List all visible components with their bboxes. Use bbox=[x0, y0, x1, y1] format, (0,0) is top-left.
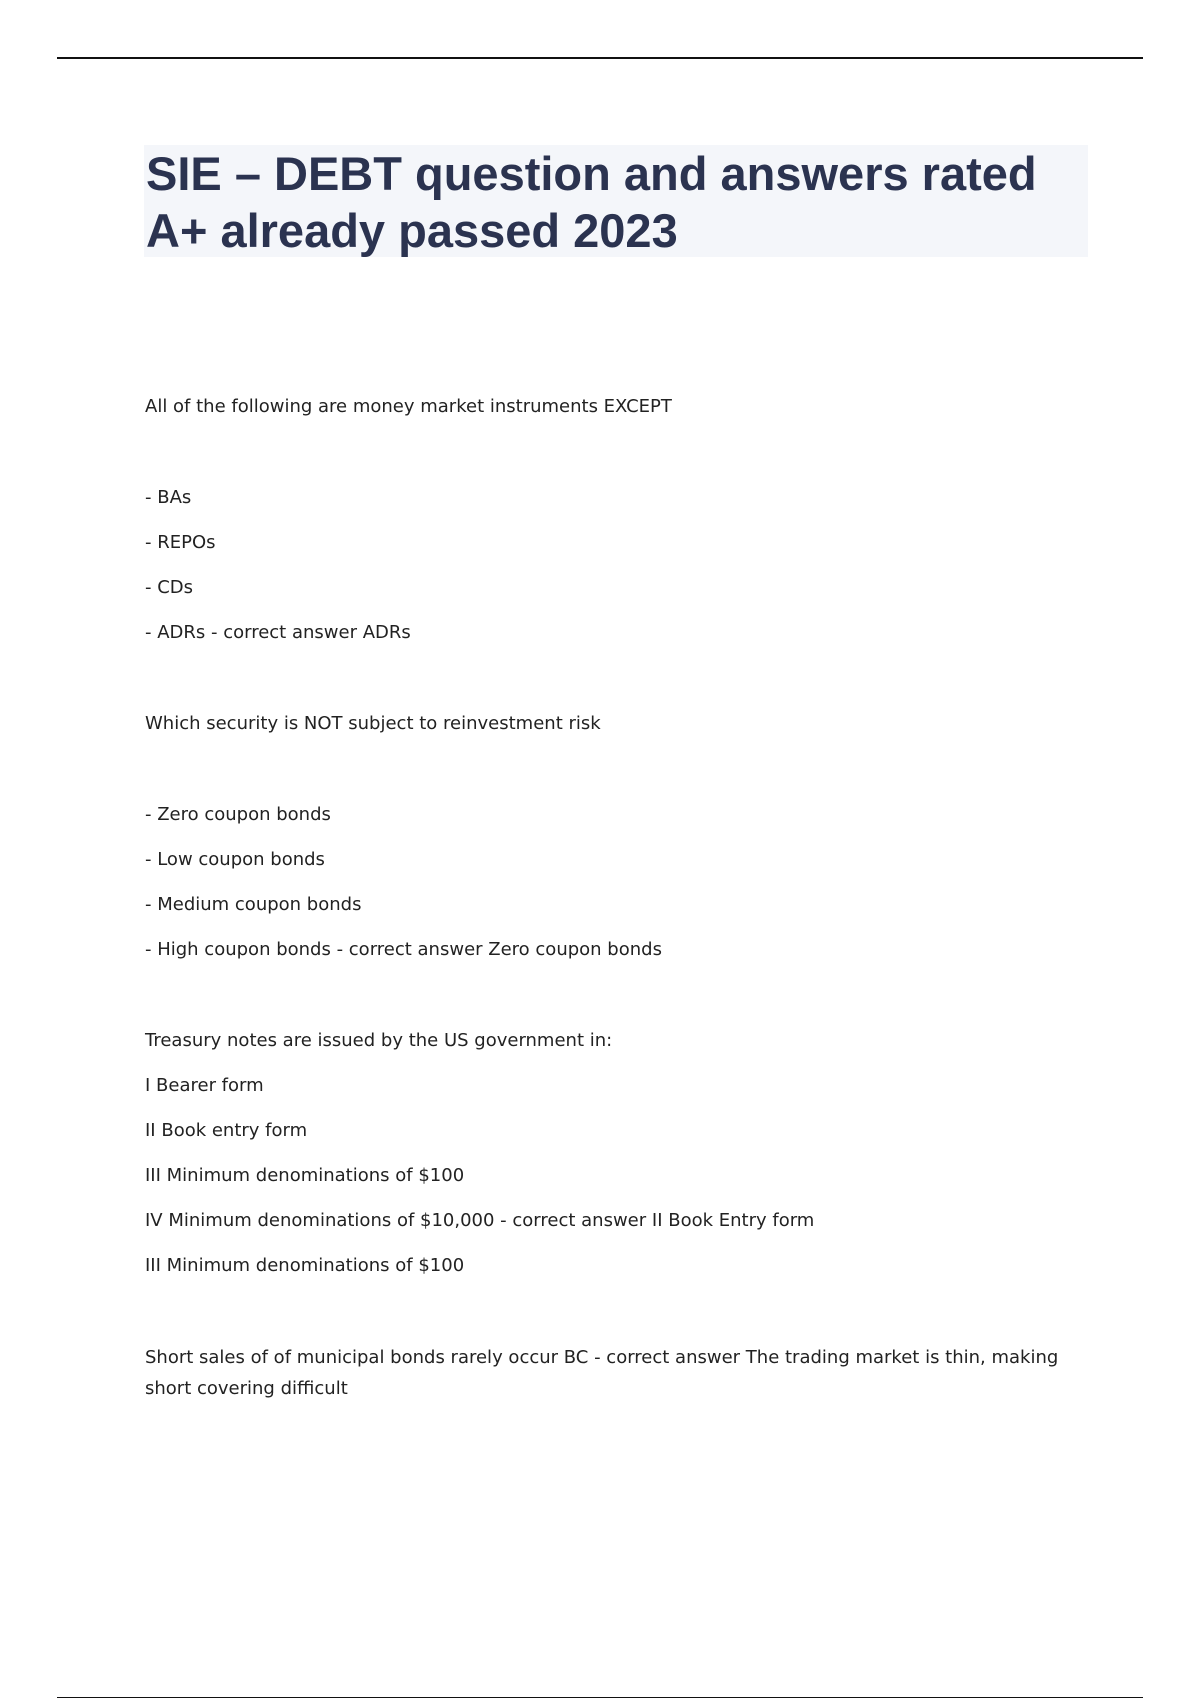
answer-option: - BAs bbox=[145, 487, 192, 508]
answer-option: - High coupon bonds - correct answer Zero coupon bonds bbox=[145, 939, 662, 960]
question-prompt: Treasury notes are issued by the US government in: bbox=[145, 1030, 613, 1051]
answer-option: - Zero coupon bonds bbox=[145, 804, 331, 825]
title-block bbox=[144, 145, 1088, 257]
answer-option: III Minimum denominations of $100 bbox=[145, 1255, 465, 1276]
spacer bbox=[145, 980, 1065, 1026]
question-prompt: Which security is NOT subject to reinvestment risk bbox=[145, 713, 601, 734]
answer-option: - ADRs - correct answer ADRs bbox=[145, 622, 411, 643]
answer-option: - CDs bbox=[145, 577, 194, 598]
spacer bbox=[145, 437, 1065, 483]
bottom-divider bbox=[57, 1697, 1143, 1698]
answer-option: - Low coupon bonds bbox=[145, 849, 325, 870]
answer-option: I Bearer form bbox=[145, 1075, 264, 1096]
answer-option: II Book entry form bbox=[145, 1120, 308, 1141]
answer-option: IV Minimum denominations of $10,000 - correct answer II Book Entry form bbox=[145, 1210, 815, 1231]
answer-option: - Medium coupon bonds bbox=[145, 894, 362, 915]
question-prompt: Short sales of of municipal bonds rarely occur BC - correct answer The trading market is thin, making short covering difficult bbox=[145, 1347, 1059, 1399]
question-prompt: All of the following are money market instruments EXCEPT bbox=[145, 396, 672, 417]
spacer bbox=[145, 663, 1065, 709]
document-body bbox=[145, 392, 1065, 1404]
answer-option: - REPOs bbox=[145, 532, 216, 553]
spacer bbox=[145, 1296, 1065, 1342]
spacer bbox=[145, 754, 1065, 800]
answer-option: III Minimum denominations of $100 bbox=[145, 1165, 465, 1186]
top-divider bbox=[57, 57, 1143, 59]
document-title: SIE – DEBT question and answers rated A+ already passed 2023 bbox=[146, 147, 1037, 257]
